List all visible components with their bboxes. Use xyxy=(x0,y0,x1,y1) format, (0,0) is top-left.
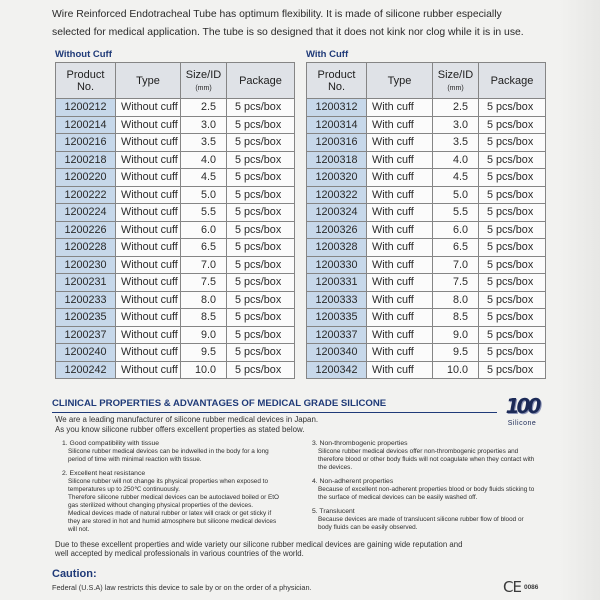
table-row xyxy=(307,309,546,327)
notified-body-number: 0086 xyxy=(523,583,539,591)
ce-mark-icon: CE xyxy=(503,578,521,596)
size-cell: 3.5 xyxy=(181,134,227,152)
size-cell: 5.5 xyxy=(433,204,479,222)
type-cell: With cuff xyxy=(367,326,433,344)
table-header-row xyxy=(56,63,295,99)
type-cell: Without cuff xyxy=(116,309,181,327)
conclusion-line: Due to these excellent properties and wide variety our silicone rubber medical devices are gaining wide reputation and xyxy=(55,540,463,549)
package-cell: 5 pcs/box xyxy=(227,116,295,134)
table-row xyxy=(307,274,546,292)
header-text: No. xyxy=(327,80,346,93)
product-number-cell: 1200224 xyxy=(56,204,116,222)
section-intro xyxy=(55,415,318,435)
package-cell: 5 pcs/box xyxy=(479,204,546,222)
package-cell: 5 pcs/box xyxy=(227,326,295,344)
package-cell: 5 pcs/box xyxy=(227,221,295,239)
product-number-cell: 1200216 xyxy=(56,134,116,152)
properties-left-column xyxy=(62,440,279,540)
package-cell: 5 pcs/box xyxy=(227,99,295,117)
header-text: Size/ID xyxy=(437,68,474,81)
size-cell: 8.0 xyxy=(181,291,227,309)
table-title: Without Cuff xyxy=(55,49,112,60)
property-description-line: Silicone rubber medical devices can be indwelled in the body for a long xyxy=(68,448,269,455)
package-cell: 5 pcs/box xyxy=(227,151,295,169)
size-cell: 6.5 xyxy=(181,239,227,257)
product-number-cell: 1200320 xyxy=(307,169,367,187)
table-header-row xyxy=(307,63,546,99)
property-description-line: body fluids can be easily observed. xyxy=(318,524,418,531)
product-number-cell: 1200222 xyxy=(56,186,116,204)
table-row xyxy=(307,186,546,204)
size-cell: 3.0 xyxy=(433,116,479,134)
silicone-logo xyxy=(500,395,544,428)
type-cell: Without cuff xyxy=(116,326,181,344)
product-number-cell: 1200337 xyxy=(307,326,367,344)
table-row xyxy=(56,274,295,292)
size-cell: 4.0 xyxy=(433,151,479,169)
package-cell: 5 pcs/box xyxy=(227,361,295,379)
size-cell: 5.5 xyxy=(181,204,227,222)
table-row xyxy=(56,239,295,257)
product-number-cell: 1200316 xyxy=(307,134,367,152)
type-cell: Without cuff xyxy=(116,344,181,362)
product-number-cell: 1200226 xyxy=(56,221,116,239)
product-number-cell: 1200220 xyxy=(56,169,116,187)
product-number-cell: 1200235 xyxy=(56,309,116,327)
property-title: 2. Excellent heat resistance xyxy=(62,470,146,477)
type-cell: Without cuff xyxy=(116,169,181,187)
size-cell: 2.5 xyxy=(433,99,479,117)
type-cell: Without cuff xyxy=(116,221,181,239)
package-cell: 5 pcs/box xyxy=(227,291,295,309)
product-number-cell: 1200212 xyxy=(56,99,116,117)
type-cell: With cuff xyxy=(367,169,433,187)
package-cell: 5 pcs/box xyxy=(479,221,546,239)
property-description-line: Medical devices made of natural rubber or latex will crack or get sticky if xyxy=(68,510,272,517)
package-cell: 5 pcs/box xyxy=(227,309,295,327)
product-number-cell: 1200318 xyxy=(307,151,367,169)
table-row xyxy=(56,134,295,152)
size-cell: 3.5 xyxy=(433,134,479,152)
conclusion-line: well accepted by medical professionals in various countries of the world. xyxy=(55,549,304,558)
type-cell: With cuff xyxy=(367,344,433,362)
size-cell: 10.0 xyxy=(433,361,479,379)
property-title: 4. Non-adherent properties xyxy=(312,478,394,485)
product-number-cell: 1200328 xyxy=(307,239,367,257)
size-cell: 4.5 xyxy=(433,169,479,187)
product-number-cell: 1200340 xyxy=(307,344,367,362)
table-row xyxy=(307,221,546,239)
property-description-line: therefore blood or other body fluids will not coagulate when they contact with xyxy=(318,456,535,463)
property-description-line: gas sterilized without changing physical properties of the devices. xyxy=(68,502,254,509)
size-cell: 7.0 xyxy=(433,256,479,274)
section-heading: CLINICAL PROPERTIES & ADVANTAGES OF MEDICAL GRADE SILICONE xyxy=(52,398,387,409)
type-header: Type xyxy=(367,63,433,99)
header-text: Product xyxy=(317,68,356,81)
heading-divider xyxy=(52,412,497,413)
table-row xyxy=(56,361,295,379)
property-title: 3. Non-thrombogenic properties xyxy=(312,440,408,447)
type-cell: With cuff xyxy=(367,291,433,309)
package-cell: 5 pcs/box xyxy=(227,204,295,222)
table-row xyxy=(56,344,295,362)
table-row xyxy=(56,186,295,204)
property-item xyxy=(312,440,534,472)
property-description-line: they are stored in hot and humid atmosphere but silicone medical devices xyxy=(68,518,277,525)
size-header xyxy=(433,63,479,99)
property-description-line: Because devices are made of translucent silicone rubber flow of blood or xyxy=(318,516,524,523)
size-cell: 9.5 xyxy=(433,344,479,362)
property-description-line: Because of excellent non-adherent properties blood or body fluids sticking to xyxy=(318,486,535,493)
type-cell: With cuff xyxy=(367,361,433,379)
type-cell: With cuff xyxy=(367,151,433,169)
package-cell: 5 pcs/box xyxy=(479,186,546,204)
type-cell: With cuff xyxy=(367,274,433,292)
product-number-cell: 1200342 xyxy=(307,361,367,379)
product-number-cell: 1200326 xyxy=(307,221,367,239)
table-row xyxy=(56,151,295,169)
logo-number: 100 xyxy=(505,394,539,418)
product-description xyxy=(52,6,524,42)
package-cell: 5 pcs/box xyxy=(479,291,546,309)
size-cell: 2.5 xyxy=(181,99,227,117)
table-row xyxy=(56,204,295,222)
size-cell: 9.0 xyxy=(433,326,479,344)
package-cell: 5 pcs/box xyxy=(479,361,546,379)
table-row xyxy=(307,361,546,379)
product-number-cell: 1200335 xyxy=(307,309,367,327)
section-intro-line: As you know silicone rubber offers excellent properties as stated below. xyxy=(55,425,305,434)
caution-text: Federal (U.S.A) law restricts this device to sale by or on the order of a physician. xyxy=(52,583,312,592)
size-cell: 5.0 xyxy=(433,186,479,204)
property-description-line: the devices. xyxy=(318,464,353,471)
product-number-cell: 1200242 xyxy=(56,361,116,379)
type-cell: With cuff xyxy=(367,186,433,204)
property-description-line: temperatures up to 250℃ continuously. xyxy=(68,486,180,493)
product-number-cell: 1200312 xyxy=(307,99,367,117)
package-cell: 5 pcs/box xyxy=(227,344,295,362)
package-cell: 5 pcs/box xyxy=(479,134,546,152)
package-cell: 5 pcs/box xyxy=(479,169,546,187)
product-number-cell: 1200333 xyxy=(307,291,367,309)
type-cell: Without cuff xyxy=(116,256,181,274)
header-text: Size/ID xyxy=(185,68,222,81)
property-description-line: Silicone rubber will not change its physical properties when exposed to xyxy=(68,478,268,485)
product-number-cell: 1200237 xyxy=(56,326,116,344)
type-cell: Without cuff xyxy=(116,274,181,292)
package-cell: 5 pcs/box xyxy=(479,326,546,344)
property-title: 1. Good compatibility with tissue xyxy=(62,440,160,447)
table-row xyxy=(307,204,546,222)
table-row xyxy=(307,99,546,117)
type-cell: Without cuff xyxy=(116,116,181,134)
table-row xyxy=(56,326,295,344)
table-row xyxy=(307,326,546,344)
without-cuff-table xyxy=(55,62,295,379)
size-cell: 4.5 xyxy=(181,169,227,187)
table-row xyxy=(56,309,295,327)
size-cell: 9.0 xyxy=(181,326,227,344)
table-row xyxy=(56,221,295,239)
property-description-line: will not. xyxy=(68,526,90,533)
logo-word: Silicone xyxy=(507,420,537,427)
product-number-cell: 1200218 xyxy=(56,151,116,169)
package-cell: 5 pcs/box xyxy=(227,186,295,204)
table-title: With Cuff xyxy=(306,49,349,60)
package-cell: 5 pcs/box xyxy=(479,239,546,257)
size-cell: 10.0 xyxy=(181,361,227,379)
package-cell: 5 pcs/box xyxy=(227,169,295,187)
properties-right-column xyxy=(312,440,534,538)
without-cuff-table-block xyxy=(55,48,294,379)
product-number-cell: 1200214 xyxy=(56,116,116,134)
package-cell: 5 pcs/box xyxy=(479,99,546,117)
type-cell: With cuff xyxy=(367,204,433,222)
package-cell: 5 pcs/box xyxy=(479,151,546,169)
size-cell: 8.5 xyxy=(433,309,479,327)
property-description-line: Therefore silicone rubber medical devices can be autoclaved boiled or EtO xyxy=(68,494,280,501)
property-description-line: period of time with minimal reaction with tissue. xyxy=(68,456,202,463)
product-number-cell: 1200330 xyxy=(307,256,367,274)
size-cell: 5.0 xyxy=(181,186,227,204)
package-cell: 5 pcs/box xyxy=(479,256,546,274)
caution-title: Caution: xyxy=(52,568,97,580)
size-cell: 6.5 xyxy=(433,239,479,257)
product-number-cell: 1200314 xyxy=(307,116,367,134)
package-cell: 5 pcs/box xyxy=(227,134,295,152)
table-row xyxy=(307,344,546,362)
table-row xyxy=(56,116,295,134)
table-row xyxy=(56,291,295,309)
table-row xyxy=(307,256,546,274)
size-cell: 9.5 xyxy=(181,344,227,362)
type-cell: With cuff xyxy=(367,256,433,274)
table-row xyxy=(56,169,295,187)
package-cell: 5 pcs/box xyxy=(479,309,546,327)
type-cell: Without cuff xyxy=(116,204,181,222)
product-number-cell: 1200240 xyxy=(56,344,116,362)
header-unit: (mm) xyxy=(195,84,212,92)
property-item xyxy=(312,508,534,532)
type-cell: Without cuff xyxy=(116,151,181,169)
size-cell: 7.5 xyxy=(433,274,479,292)
size-cell: 3.0 xyxy=(181,116,227,134)
product-number-cell: 1200233 xyxy=(56,291,116,309)
ce-mark xyxy=(503,578,538,596)
property-description-line: the surface of medical devices can be easily washed off. xyxy=(318,494,478,501)
header-text: No. xyxy=(76,80,95,93)
type-cell: With cuff xyxy=(367,116,433,134)
table-row xyxy=(307,169,546,187)
description-line: Wire Reinforced Endotracheal Tube has optimum flexibility. It is made of silicone rubber especially xyxy=(52,9,502,20)
type-cell: With cuff xyxy=(367,99,433,117)
table-row xyxy=(307,291,546,309)
size-cell: 6.0 xyxy=(181,221,227,239)
table-row xyxy=(56,256,295,274)
description-line: selected for medical application. The tube is so designed that it does not kink nor clog while it is in use. xyxy=(52,27,524,38)
size-cell: 7.0 xyxy=(181,256,227,274)
header-text: Product xyxy=(66,68,105,81)
size-cell: 4.0 xyxy=(181,151,227,169)
size-cell: 8.5 xyxy=(181,309,227,327)
table-row xyxy=(56,99,295,117)
size-cell: 7.5 xyxy=(181,274,227,292)
type-cell: With cuff xyxy=(367,309,433,327)
type-cell: Without cuff xyxy=(116,361,181,379)
package-cell: 5 pcs/box xyxy=(479,274,546,292)
section-conclusion xyxy=(55,540,462,558)
size-cell: 8.0 xyxy=(433,291,479,309)
type-cell: With cuff xyxy=(367,134,433,152)
product-number-cell: 1200324 xyxy=(307,204,367,222)
type-header: Type xyxy=(116,63,181,99)
property-item xyxy=(62,470,279,534)
table-row xyxy=(307,239,546,257)
property-description-line: Silicone rubber medical devices offer non-thrombogenic properties and xyxy=(318,448,519,455)
table-row xyxy=(307,116,546,134)
product-number-cell: 1200331 xyxy=(307,274,367,292)
product-number-cell: 1200228 xyxy=(56,239,116,257)
package-cell: 5 pcs/box xyxy=(479,116,546,134)
product-number-cell: 1200322 xyxy=(307,186,367,204)
product-number-cell: 1200230 xyxy=(56,256,116,274)
header-unit: (mm) xyxy=(447,84,464,92)
with-cuff-table-block xyxy=(306,48,545,379)
package-header: Package xyxy=(479,63,546,99)
product-no-header xyxy=(56,63,116,99)
product-number-cell: 1200231 xyxy=(56,274,116,292)
type-cell: Without cuff xyxy=(116,99,181,117)
type-cell: Without cuff xyxy=(116,134,181,152)
package-cell: 5 pcs/box xyxy=(479,344,546,362)
package-cell: 5 pcs/box xyxy=(227,256,295,274)
type-cell: With cuff xyxy=(367,239,433,257)
package-cell: 5 pcs/box xyxy=(227,239,295,257)
table-row xyxy=(307,151,546,169)
property-title: 5. Translucent xyxy=(312,508,355,515)
table-row xyxy=(307,134,546,152)
size-header xyxy=(181,63,227,99)
property-item xyxy=(62,440,279,464)
size-cell: 6.0 xyxy=(433,221,479,239)
package-header: Package xyxy=(227,63,295,99)
section-intro-line: We are a leading manufacturer of silicone rubber medical devices in Japan. xyxy=(55,415,319,424)
type-cell: Without cuff xyxy=(116,239,181,257)
type-cell: Without cuff xyxy=(116,186,181,204)
with-cuff-table xyxy=(306,62,546,379)
property-item xyxy=(312,478,534,502)
product-no-header xyxy=(307,63,367,99)
type-cell: With cuff xyxy=(367,221,433,239)
package-cell: 5 pcs/box xyxy=(227,274,295,292)
type-cell: Without cuff xyxy=(116,291,181,309)
